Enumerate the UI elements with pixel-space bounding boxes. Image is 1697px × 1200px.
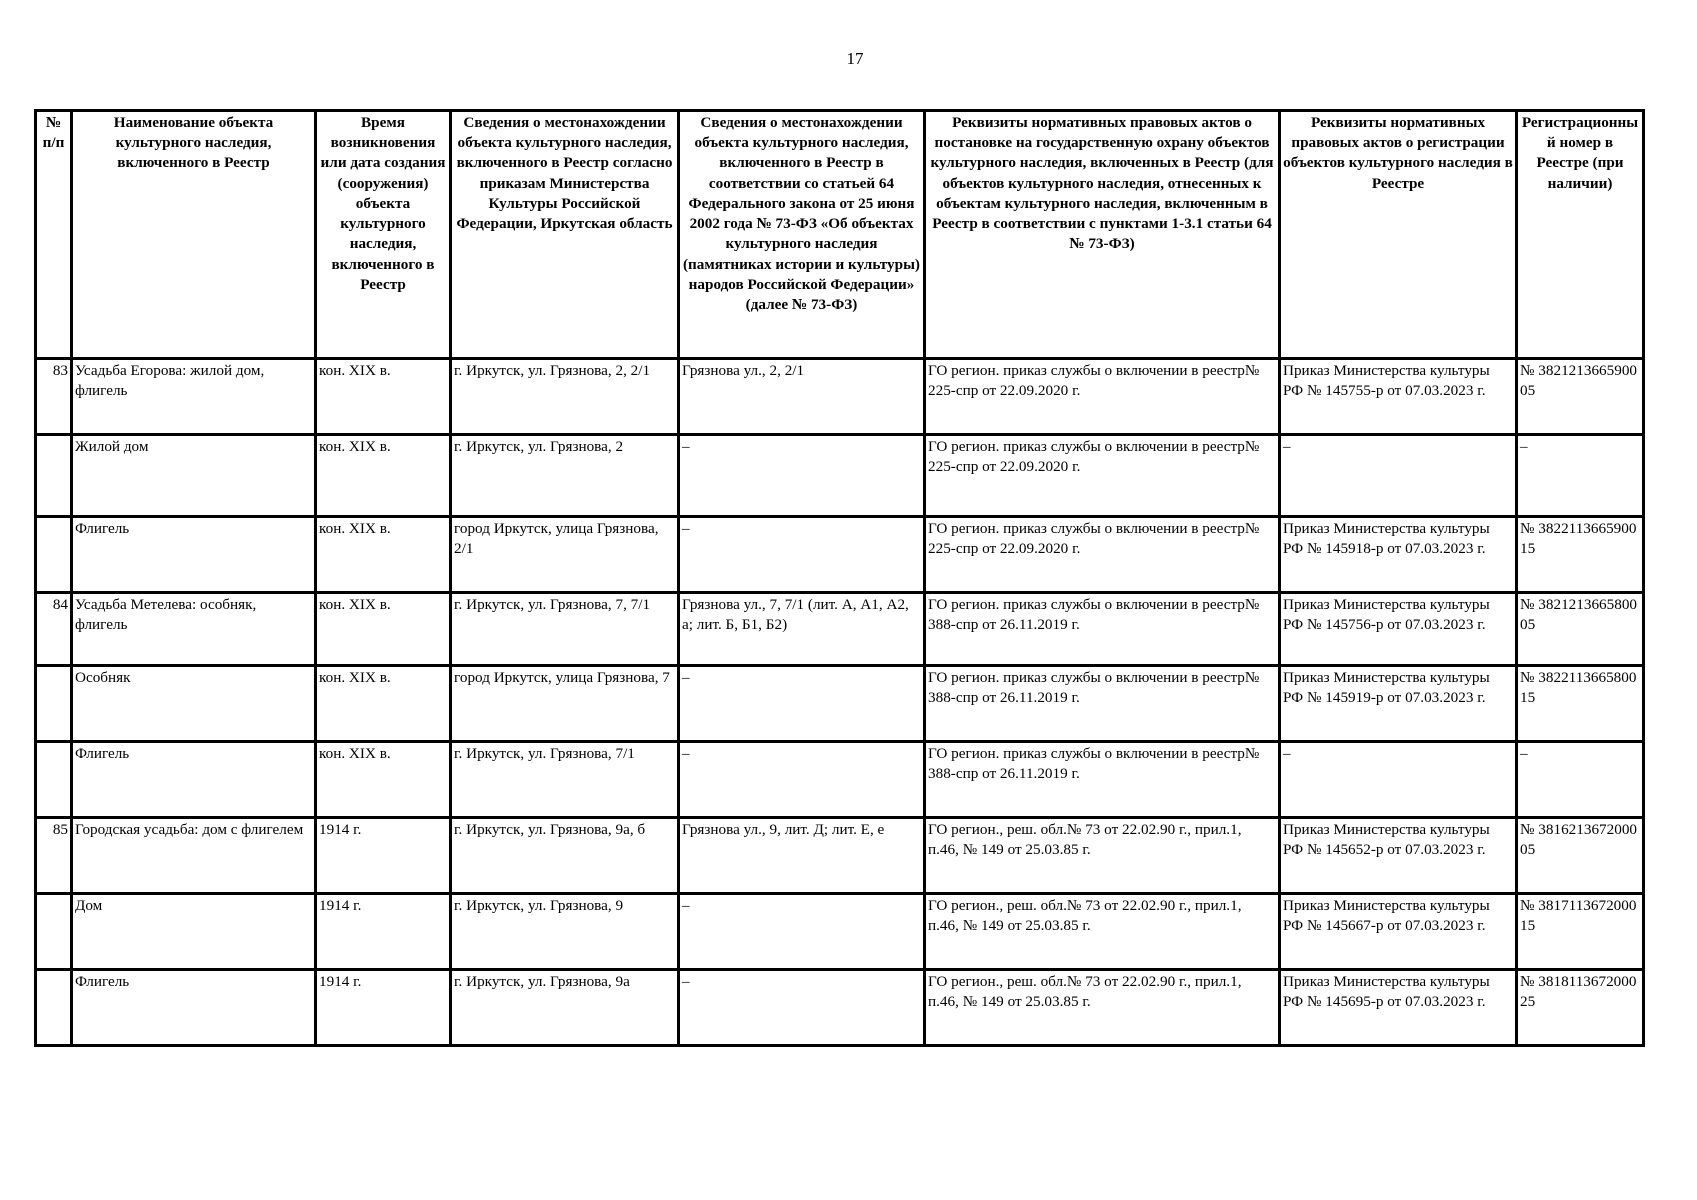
cell-location-ministry: г. Иркутск, ул. Грязнова, 7, 7/1: [451, 593, 679, 666]
cell-number: [36, 894, 72, 970]
table-row: [36, 818, 1644, 894]
header-location-law-73fz: Сведения о местонахождении объекта культурного наследия, включенного в Реестр в соответствии со статьей 64 Федерального закона от 25 июня 2002 года № 73-ФЗ «Об объектах культурного наследия (памятниках истории и культуры) народов Российской Федерации» (далее № 73-ФЗ): [679, 111, 925, 359]
cell-protection-act: ГО регион. приказ службы о включении в реестр№ 388-спр от 26.11.2019 г.: [925, 666, 1280, 742]
cell-location-law: –: [679, 666, 925, 742]
cell-location-ministry: г. Иркутск, ул. Грязнова, 9а, б: [451, 818, 679, 894]
cell-location-ministry: город Иркутск, улица Грязнова, 2/1: [451, 517, 679, 593]
cell-creation-date: кон. XIX в.: [316, 593, 451, 666]
cell-registration-number: № 382211366590015: [1517, 517, 1644, 593]
cell-object-name: Городская усадьба: дом с флигелем: [72, 818, 316, 894]
cell-registration-number: № 381711367200015: [1517, 894, 1644, 970]
cell-creation-date: 1914 г.: [316, 970, 451, 1046]
cell-location-ministry: г. Иркутск, ул. Грязнова, 7/1: [451, 742, 679, 818]
cell-registration-act: Приказ Министерства культуры РФ № 145919-р от 07.03.2023 г.: [1280, 666, 1517, 742]
cell-registration-act: –: [1280, 742, 1517, 818]
cell-object-name: Усадьба Егорова: жилой дом, флигель: [72, 359, 316, 435]
cell-object-name: Флигель: [72, 742, 316, 818]
cell-location-ministry: г. Иркутск, ул. Грязнова, 9: [451, 894, 679, 970]
cell-number: 85: [36, 818, 72, 894]
cell-object-name: Флигель: [72, 517, 316, 593]
cell-creation-date: кон. XIX в.: [316, 435, 451, 517]
table-row: [36, 517, 1644, 593]
cell-number: 84: [36, 593, 72, 666]
table-row: [36, 970, 1644, 1046]
cell-number: [36, 970, 72, 1046]
cell-object-name: Особняк: [72, 666, 316, 742]
cell-registration-number: –: [1517, 742, 1644, 818]
cell-registration-number: № 381621367200005: [1517, 818, 1644, 894]
cell-registration-number: № 382121366580005: [1517, 593, 1644, 666]
cell-number: [36, 742, 72, 818]
cell-protection-act: ГО регион. приказ службы о включении в реестр№ 388-спр от 26.11.2019 г.: [925, 593, 1280, 666]
cell-number: [36, 666, 72, 742]
cell-registration-act: Приказ Министерства культуры РФ № 145918-р от 07.03.2023 г.: [1280, 517, 1517, 593]
cell-location-law: –: [679, 742, 925, 818]
cell-location-law: –: [679, 517, 925, 593]
table-header-row: [36, 111, 1644, 359]
cell-location-law: –: [679, 894, 925, 970]
cell-registration-act: Приказ Министерства культуры РФ № 145667-р от 07.03.2023 г.: [1280, 894, 1517, 970]
cell-location-ministry: г. Иркутск, ул. Грязнова, 9а: [451, 970, 679, 1046]
cell-location-law: –: [679, 435, 925, 517]
cell-location-law: –: [679, 970, 925, 1046]
cell-registration-number: –: [1517, 435, 1644, 517]
table-row: [36, 742, 1644, 818]
page-number: 17: [846, 49, 864, 68]
table-row: [36, 593, 1644, 666]
table-row: [36, 894, 1644, 970]
header-creation-date: Время возникновения или дата создания (сооружения) объекта культурного наследия, включенного в Реестр: [316, 111, 451, 359]
table-row: [36, 666, 1644, 742]
cell-object-name: Усадьба Метелева: особняк, флигель: [72, 593, 316, 666]
cell-location-law: Грязнова ул., 7, 7/1 (лит. А, А1, А2, а; лит. Б, Б1, Б2): [679, 593, 925, 666]
cell-registration-act: Приказ Министерства культуры РФ № 145756-р от 07.03.2023 г.: [1280, 593, 1517, 666]
cell-location-ministry: г. Иркутск, ул. Грязнова, 2, 2/1: [451, 359, 679, 435]
cell-registration-act: –: [1280, 435, 1517, 517]
cell-creation-date: 1914 г.: [316, 894, 451, 970]
cell-location-law: Грязнова ул., 2, 2/1: [679, 359, 925, 435]
cell-registration-number: № 382121366590005: [1517, 359, 1644, 435]
cell-number: [36, 517, 72, 593]
cell-creation-date: кон. XIX в.: [316, 517, 451, 593]
header-registration-number: Регистрационный номер в Реестре (при наличии): [1517, 111, 1644, 359]
header-registration-acts: Реквизиты нормативных правовых актов о регистрации объектов культурного наследия в Реестре: [1280, 111, 1517, 359]
cell-registration-act: Приказ Министерства культуры РФ № 145695-р от 07.03.2023 г.: [1280, 970, 1517, 1046]
cell-registration-number: № 382211366580015: [1517, 666, 1644, 742]
cell-creation-date: 1914 г.: [316, 818, 451, 894]
cell-registration-act: Приказ Министерства культуры РФ № 145755-р от 07.03.2023 г.: [1280, 359, 1517, 435]
heritage-registry-table: [34, 109, 1645, 1047]
cell-object-name: Жилой дом: [72, 435, 316, 517]
cell-protection-act: ГО регион., реш. обл.№ 73 от 22.02.90 г., прил.1, п.46, № 149 от 25.03.85 г.: [925, 894, 1280, 970]
cell-protection-act: ГО регион. приказ службы о включении в реестр№ 388-спр от 26.11.2019 г.: [925, 742, 1280, 818]
table-row: [36, 359, 1644, 435]
cell-protection-act: ГО регион. приказ службы о включении в реестр№ 225-спр от 22.09.2020 г.: [925, 517, 1280, 593]
cell-creation-date: кон. XIX в.: [316, 359, 451, 435]
header-protection-acts: Реквизиты нормативных правовых актов о постановке на государственную охрану объектов культурного наследия, включенных в Реестр (для объектов культурного наследия, отнесенных к объектам культурного наследия, включенным в Реестр в соответствии с пунктами 1-3.1 статьи 64 № 73-ФЗ): [925, 111, 1280, 359]
cell-protection-act: ГО регион. приказ службы о включении в реестр№ 225-спр от 22.09.2020 г.: [925, 435, 1280, 517]
cell-object-name: Флигель: [72, 970, 316, 1046]
cell-number: 83: [36, 359, 72, 435]
cell-registration-act: Приказ Министерства культуры РФ № 145652-р от 07.03.2023 г.: [1280, 818, 1517, 894]
table-row: [36, 435, 1644, 517]
cell-number: [36, 435, 72, 517]
cell-creation-date: кон. XIX в.: [316, 666, 451, 742]
cell-location-ministry: город Иркутск, улица Грязнова, 7: [451, 666, 679, 742]
cell-location-ministry: г. Иркутск, ул. Грязнова, 2: [451, 435, 679, 517]
header-location-ministry-orders: Сведения о местонахождении объекта культурного наследия, включенного в Реестр согласно приказам Министерства Культуры Российской Федерации, Иркутская область: [451, 111, 679, 359]
cell-protection-act: ГО регион., реш. обл.№ 73 от 22.02.90 г., прил.1, п.46, № 149 от 25.03.85 г.: [925, 818, 1280, 894]
header-object-name: Наименование объекта культурного наследия, включенного в Реестр: [72, 111, 316, 359]
cell-protection-act: ГО регион., реш. обл.№ 73 от 22.02.90 г., прил.1, п.46, № 149 от 25.03.85 г.: [925, 970, 1280, 1046]
cell-protection-act: ГО регион. приказ службы о включении в реестр№ 225-спр от 22.09.2020 г.: [925, 359, 1280, 435]
cell-location-law: Грязнова ул., 9, лит. Д; лит. Е, е: [679, 818, 925, 894]
cell-registration-number: № 381811367200025: [1517, 970, 1644, 1046]
header-number: № п/п: [36, 111, 72, 359]
cell-object-name: Дом: [72, 894, 316, 970]
cell-creation-date: кон. XIX в.: [316, 742, 451, 818]
